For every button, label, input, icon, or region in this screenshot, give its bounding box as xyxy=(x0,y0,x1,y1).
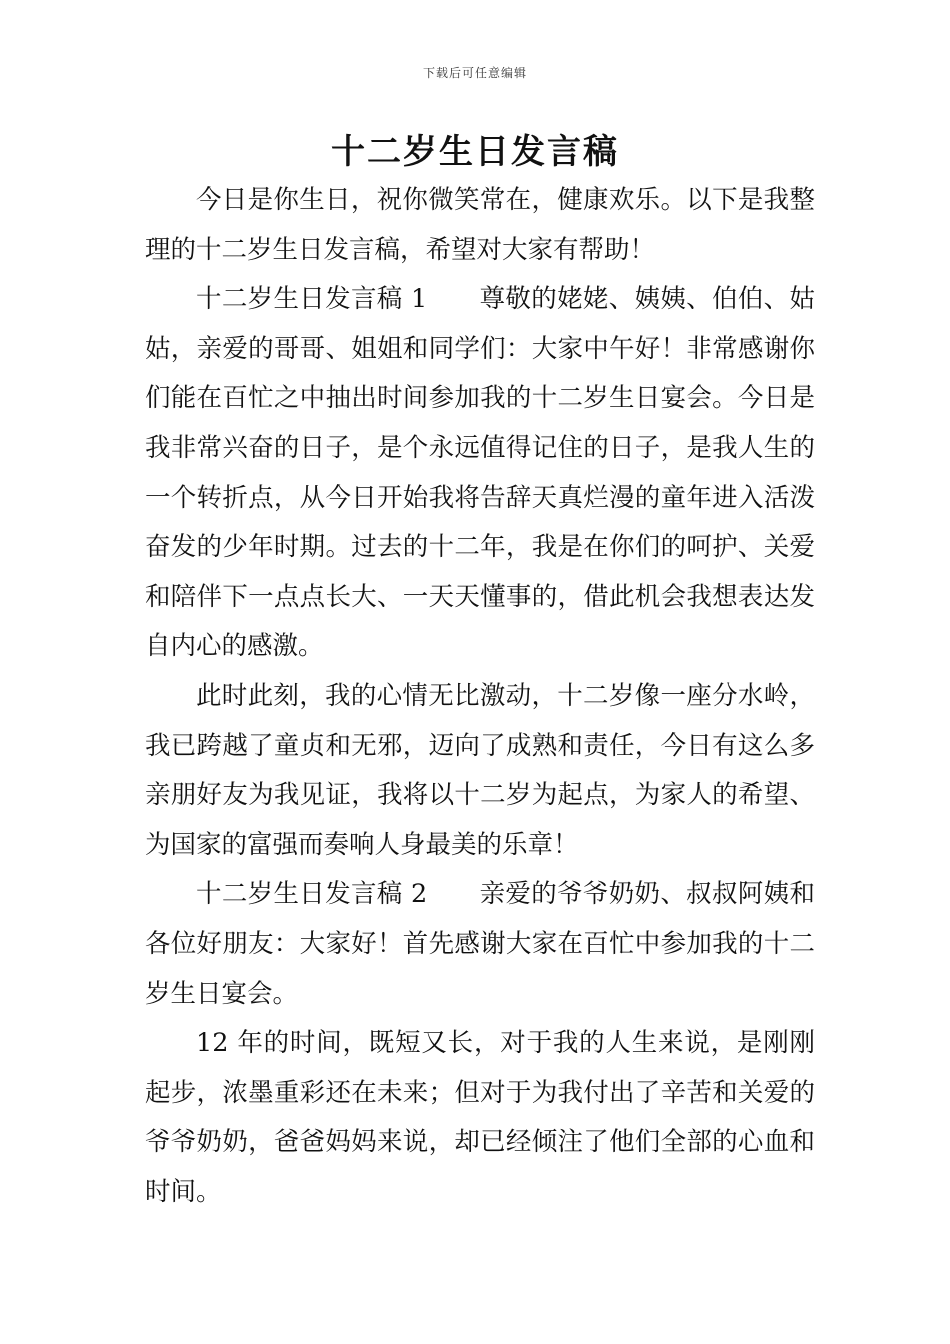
paragraph-text: 12 年的时间，既短又长，对于我的人生来说，是刚刚起步，浓墨重彩还在未来；但对于为我付出了辛苦和关爱的爷爷奶奶，爸爸妈妈来说，却已经倾注了他们全部的心血和时间。 xyxy=(145,1028,815,1207)
paragraph-speech-1-continued xyxy=(145,672,815,870)
paragraph-text: 今日是你生日，祝你微笑常在，健康欢乐。以下是我整理的十二岁生日发言稿，希望对大家有帮助！ xyxy=(145,185,815,265)
paragraph-intro xyxy=(145,176,815,275)
paragraph-speech-1 xyxy=(145,275,815,672)
paragraph-speech-2 xyxy=(145,870,815,1019)
paragraph-text: 亲爱的爷爷奶奶、叔叔阿姨和各位好朋友：大家好！首先感谢大家在百忙中参加我的十二岁生日宴会。 xyxy=(145,879,815,1009)
paragraph-text: 尊敬的姥姥、姨姨、伯伯、姑姑，亲爱的哥哥、姐姐和同学们：大家中午好！非常感谢你们能在百忙之中抽出时间参加我的十二岁生日宴会。今日是我非常兴奋的日子，是个永远值得记住的日子，是我人生的一个转折点，从今日开始我将告辞天真烂漫的童年进入活泼奋发的少年时期。过去的十二年，我是在你们的呵护、关爱和陪伴下一点点长大、一天天懂事的，借此机会我想表达发自内心的感激。 xyxy=(145,284,815,662)
section-heading-speech-1: 十二岁生日发言稿 1 xyxy=(196,284,428,315)
document-title: 十二岁生日发言稿 xyxy=(331,132,619,172)
paragraph-speech-2-continued xyxy=(145,1019,815,1217)
document-body xyxy=(145,176,815,1217)
section-heading-speech-2: 十二岁生日发言稿 2 xyxy=(196,879,428,910)
paragraph-text: 此时此刻，我的心情无比激动，十二岁像一座分水岭，我已跨越了童贞和无邪，迈向了成熟和责任，今日有这么多亲朋好友为我见证，我将以十二岁为起点，为家人的希望、为国家的富强而奏响人身最美的乐章！ xyxy=(145,680,815,860)
page-header-note: 下载后可任意编辑 xyxy=(422,66,527,80)
